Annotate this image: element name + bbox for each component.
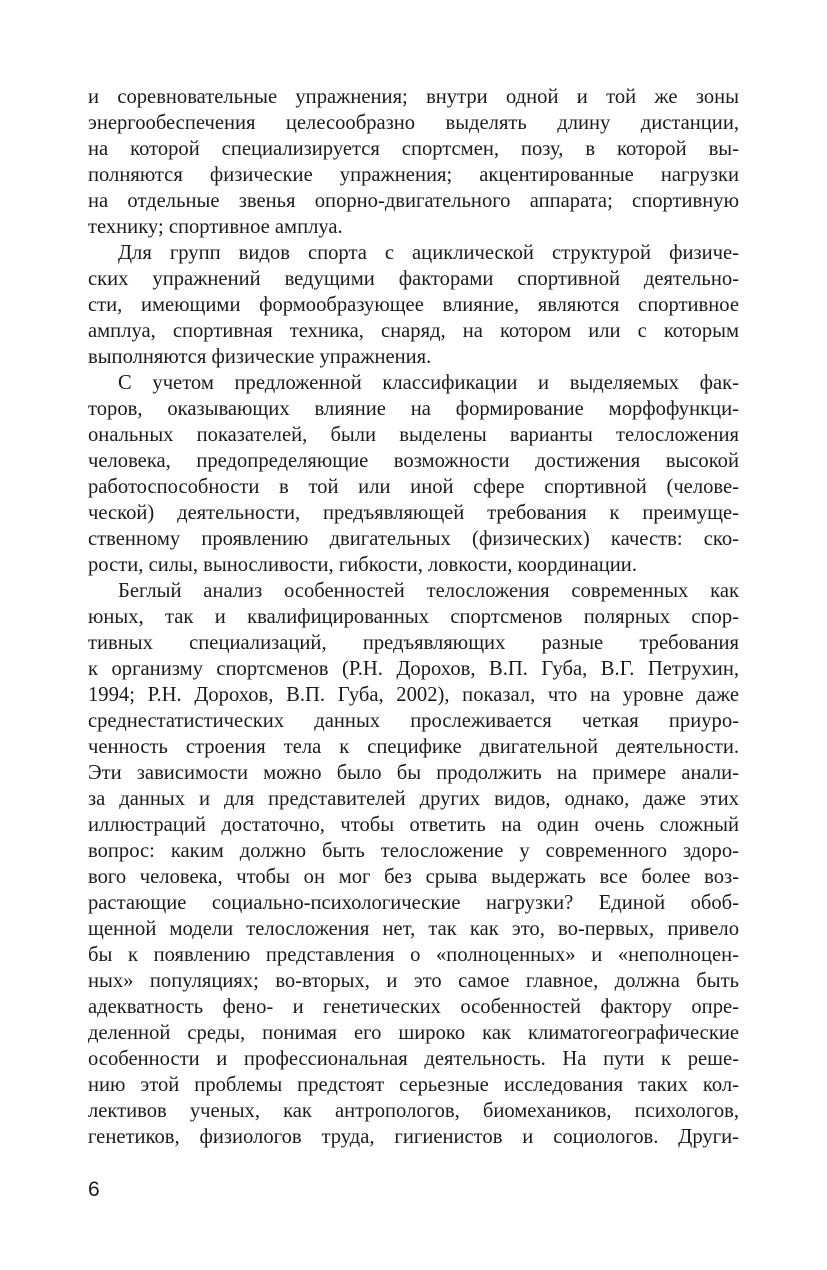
- text-line: энергообеспечения целесообразно выделять длину дистанции,: [88, 112, 739, 134]
- text-line: тивных специализаций, предъявляющих разные требования: [88, 632, 739, 654]
- text-line: вого человека, чтобы он мог без срыва выдержать все более воз-: [88, 866, 739, 888]
- text-line: выполняются физические упражнения.: [88, 346, 432, 368]
- text-line: генетиков, физиологов труда, гигиенистов и социологов. Други-: [88, 1126, 739, 1148]
- text-line: к организму спортсменов (Р.Н. Дорохов, В.П. Губа, В.Г. Петрухин,: [88, 658, 739, 680]
- text-line: адекватность фено- и генетических особенностей фактору опре-: [88, 996, 739, 1018]
- text-line: иллюстраций достаточно, чтобы ответить на один очень сложный: [88, 814, 739, 836]
- text-line: ных» популяциях; во-вторых, и это самое главное, должна быть: [88, 970, 739, 992]
- text-line: сти, имеющими формообразующее влияние, являются спортивное: [88, 294, 739, 316]
- paragraph-4: [88, 578, 739, 1150]
- text-line: особенности и профессиональная деятельность. На пути к реше-: [88, 1048, 739, 1070]
- text-line: на которой специализируется спортсмен, позу, в которой вы-: [88, 138, 739, 160]
- text-line: и соревновательные упражнения; внутри одной и той же зоны: [88, 86, 739, 108]
- text-line: С учетом предложенной классификации и выделяемых фак-: [118, 372, 739, 394]
- text-line: Беглый анализ особенностей телосложения современных как: [118, 580, 739, 602]
- text-line: бы к появлению представления о «полноценных» и «неполноцен-: [88, 944, 739, 966]
- text-line: вопрос: каким должно быть телосложение у современного здоро-: [88, 840, 739, 862]
- text-line: за данных и для представителей других видов, однако, даже этих: [88, 788, 739, 810]
- paragraph-3: [88, 370, 739, 578]
- text-line: Для групп видов спорта с ациклической структурой физиче-: [118, 242, 739, 264]
- text-line: щенной модели телосложения нет, так как это, во-первых, привело: [88, 918, 739, 940]
- text-line: деленной среды, понимая его широко как климатогеографические: [88, 1022, 739, 1044]
- text-line: растающие социально-психологические нагрузки? Единой обоб-: [88, 892, 739, 914]
- text-line: амплуа, спортивная техника, снаряд, на котором или с которым: [88, 320, 739, 342]
- text-line: человека, предопределяющие возможности достижения высокой: [88, 450, 739, 472]
- text-line: ченность строения тела к специфике двигательной деятельности.: [88, 736, 739, 758]
- text-line: полняются физические упражнения; акцентированные нагрузки: [88, 164, 739, 186]
- text-line: работоспособности в той или иной сфере спортивной (челове-: [88, 476, 739, 498]
- text-line: технику; спортивное амплуа.: [88, 216, 343, 238]
- text-line: лективов ученых, как антропологов, биомехаников, психологов,: [88, 1100, 739, 1122]
- page-number: 6: [88, 1178, 100, 1201]
- text-line: ских упражнений ведущими факторами спортивной деятельно-: [88, 268, 739, 290]
- text-line: ческой) деятельности, предъявляющей требования к преимуще-: [88, 502, 739, 524]
- page-body: [88, 84, 739, 1150]
- text-line: среднестатистических данных прослеживается четкая приуро-: [88, 710, 739, 732]
- text-line: юных, так и квалифицированных спортсменов полярных спор-: [88, 606, 739, 628]
- text-line: рости, силы, выносливости, гибкости, ловкости, координации.: [88, 554, 637, 576]
- text-line: ственному проявлению двигательных (физических) качеств: ско-: [88, 528, 739, 550]
- text-line: Эти зависимости можно было бы продолжить на примере анали-: [88, 762, 739, 784]
- paragraph-1: [88, 84, 739, 240]
- paragraph-2: [88, 240, 739, 370]
- text-line: торов, оказывающих влияние на формирование морфофункци-: [88, 398, 739, 420]
- text-line: 1994; Р.Н. Дорохов, В.П. Губа, 2002), показал, что на уровне даже: [88, 684, 739, 706]
- text-line: нию этой проблемы предстоят серьезные исследования таких кол-: [88, 1074, 739, 1096]
- text-line: ональных показателей, были выделены варианты телосложения: [88, 424, 739, 446]
- text-line: на отдельные звенья опорно-двигательного аппарата; спортивную: [88, 190, 739, 212]
